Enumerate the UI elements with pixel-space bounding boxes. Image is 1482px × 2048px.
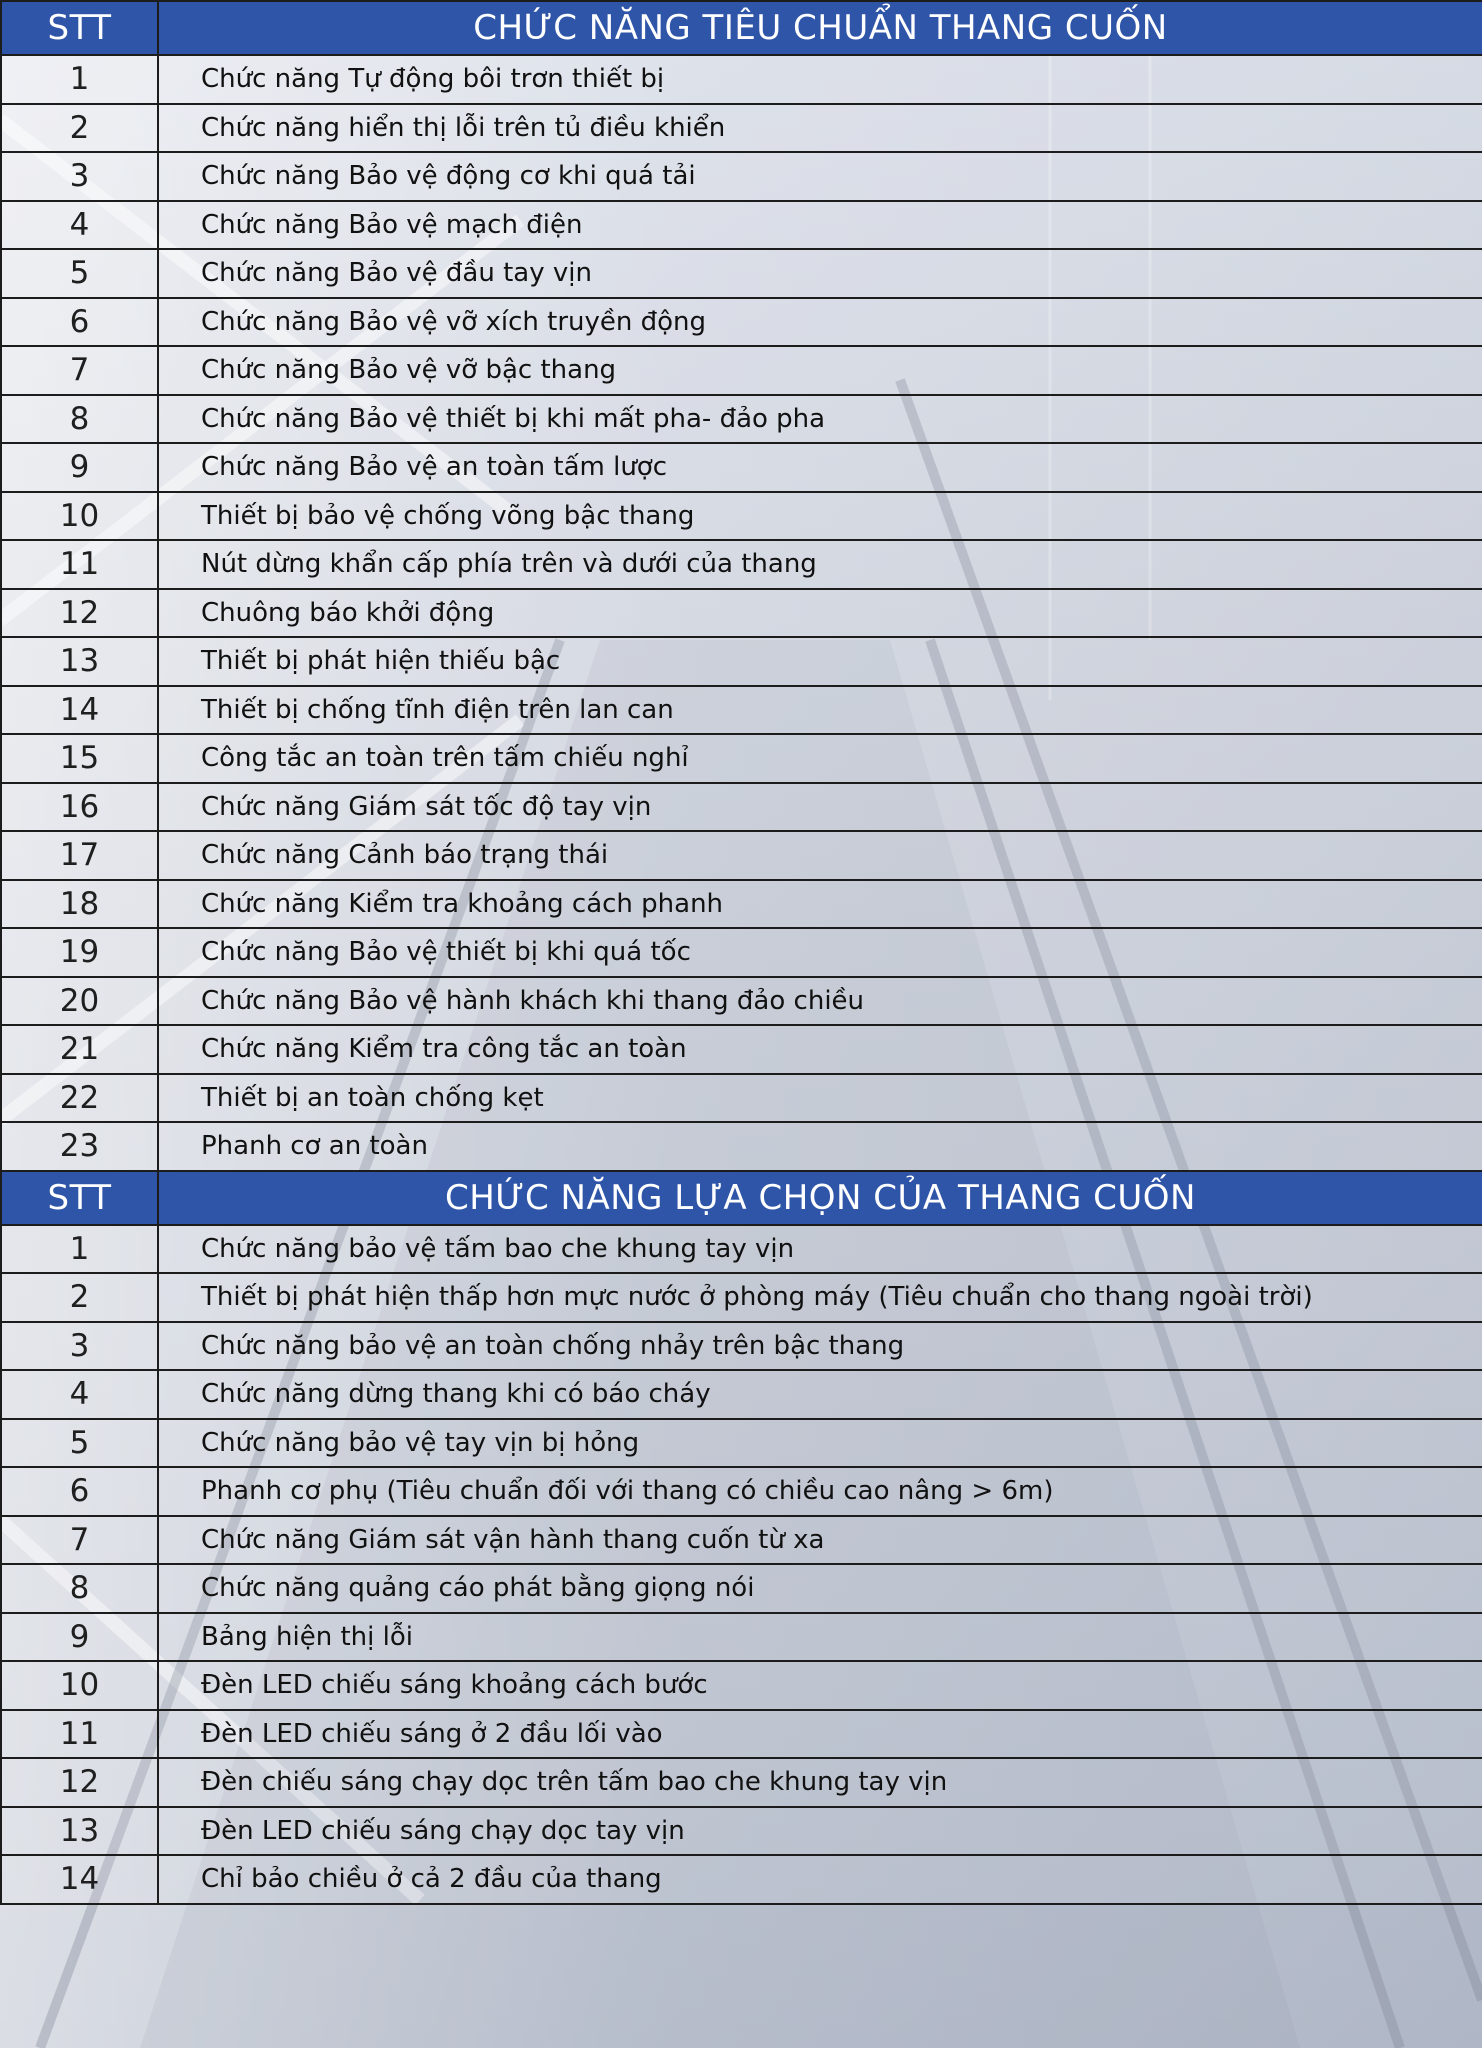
standard-function-row-number: 13	[1, 637, 158, 686]
standard-function-row-number: 19	[1, 928, 158, 977]
optional-function-row	[1, 1855, 1482, 1904]
optional-function-row-number: 1	[1, 1225, 158, 1274]
standard-function-row	[1, 395, 1482, 444]
standard-function-row	[1, 637, 1482, 686]
standard-function-row-number: 6	[1, 298, 158, 347]
optional-function-row-number: 12	[1, 1758, 158, 1807]
standard-function-row-function: Thiết bị phát hiện thiếu bậc	[158, 637, 1482, 686]
optional-function-row-function: Phanh cơ phụ (Tiêu chuẩn đối với thang có chiều cao nâng > 6m)	[158, 1467, 1482, 1516]
optional-function-row	[1, 1758, 1482, 1807]
standard-function-row	[1, 831, 1482, 880]
optional-function-row	[1, 1661, 1482, 1710]
standard-function-row-function: Nút dừng khẩn cấp phía trên và dưới của thang	[158, 540, 1482, 589]
standard-function-row-number: 1	[1, 55, 158, 104]
standard-function-row-function: Chức năng Bảo vệ vỡ bậc thang	[158, 346, 1482, 395]
optional-function-row-number: 5	[1, 1419, 158, 1468]
optional-function-row-function: Thiết bị phát hiện thấp hơn mực nước ở phòng máy (Tiêu chuẩn cho thang ngoài trời)	[158, 1273, 1482, 1322]
optional-function-row-function: Chức năng quảng cáo phát bằng giọng nói	[158, 1564, 1482, 1613]
optional-function-row-number: 2	[1, 1273, 158, 1322]
standard-function-row-number: 4	[1, 201, 158, 250]
standard-function-row-number: 10	[1, 492, 158, 541]
standard-function-row	[1, 346, 1482, 395]
standard-function-row-function: Chức năng Cảnh báo trạng thái	[158, 831, 1482, 880]
optional-function-row	[1, 1273, 1482, 1322]
standard-function-row-function: Chức năng Bảo vệ an toàn tấm lược	[158, 443, 1482, 492]
standard-function-row	[1, 540, 1482, 589]
standard-function-row-function: Thiết bị an toàn chống kẹt	[158, 1074, 1482, 1123]
optional-function-row-number: 7	[1, 1516, 158, 1565]
standard-function-row-number: 18	[1, 880, 158, 929]
optional-stt-header: STT	[1, 1171, 158, 1225]
optional-function-row-function: Chức năng Giám sát vận hành thang cuốn từ xa	[158, 1516, 1482, 1565]
optional-function-row-number: 8	[1, 1564, 158, 1613]
standard-header-row	[1, 1, 1482, 55]
standard-function-row-function: Chức năng Bảo vệ thiết bị khi mất pha- đảo pha	[158, 395, 1482, 444]
optional-function-row	[1, 1370, 1482, 1419]
standard-function-row-function: Chức năng Bảo vệ đầu tay vịn	[158, 249, 1482, 298]
standard-function-row-number: 23	[1, 1122, 158, 1171]
standard-function-row	[1, 55, 1482, 104]
optional-function-row	[1, 1322, 1482, 1371]
standard-function-row-function: Chức năng Bảo vệ động cơ khi quá tải	[158, 152, 1482, 201]
optional-function-row-number: 13	[1, 1807, 158, 1856]
standard-function-row	[1, 928, 1482, 977]
optional-function-row	[1, 1613, 1482, 1662]
standard-function-row-number: 7	[1, 346, 158, 395]
standard-function-row-function: Chức năng Kiểm tra công tắc an toàn	[158, 1025, 1482, 1074]
standard-function-row-function: Chức năng Bảo vệ hành khách khi thang đảo chiều	[158, 977, 1482, 1026]
standard-function-row-number: 9	[1, 443, 158, 492]
standard-function-row-number: 3	[1, 152, 158, 201]
standard-function-row	[1, 734, 1482, 783]
standard-function-row-number: 14	[1, 686, 158, 735]
optional-function-row-number: 4	[1, 1370, 158, 1419]
standard-function-row-number: 8	[1, 395, 158, 444]
standard-function-row-function: Chức năng hiển thị lỗi trên tủ điều khiển	[158, 104, 1482, 153]
standard-functions-section	[1, 1, 1482, 1171]
standard-function-row	[1, 492, 1482, 541]
standard-function-row-function: Chức năng Bảo vệ thiết bị khi quá tốc	[158, 928, 1482, 977]
standard-function-row-number: 11	[1, 540, 158, 589]
standard-function-row-number: 20	[1, 977, 158, 1026]
standard-function-row-function: Chức năng Bảo vệ mạch điện	[158, 201, 1482, 250]
standard-function-row-number: 2	[1, 104, 158, 153]
standard-function-row	[1, 201, 1482, 250]
standard-function-row-function: Chức năng Tự động bôi trơn thiết bị	[158, 55, 1482, 104]
standard-function-row	[1, 977, 1482, 1026]
optional-function-row-function: Chức năng bảo vệ tấm bao che khung tay vịn	[158, 1225, 1482, 1274]
standard-function-row	[1, 104, 1482, 153]
optional-function-row-function: Đèn LED chiếu sáng chạy dọc tay vịn	[158, 1807, 1482, 1856]
standard-title-header: CHỨC NĂNG TIÊU CHUẨN THANG CUỐN	[158, 1, 1482, 55]
optional-function-row	[1, 1710, 1482, 1759]
optional-function-row-function: Chỉ bảo chiều ở cả 2 đầu của thang	[158, 1855, 1482, 1904]
standard-function-row-number: 21	[1, 1025, 158, 1074]
standard-function-row-function: Chuông báo khởi động	[158, 589, 1482, 638]
optional-function-row-number: 14	[1, 1855, 158, 1904]
optional-function-row-function: Chức năng bảo vệ an toàn chống nhảy trên bậc thang	[158, 1322, 1482, 1371]
standard-function-row-function: Thiết bị chống tĩnh điện trên lan can	[158, 686, 1482, 735]
optional-function-row	[1, 1419, 1482, 1468]
standard-function-row-number: 22	[1, 1074, 158, 1123]
standard-function-row	[1, 880, 1482, 929]
optional-function-row-number: 6	[1, 1467, 158, 1516]
optional-function-row-function: Đèn LED chiếu sáng khoảng cách bước	[158, 1661, 1482, 1710]
standard-function-row	[1, 1025, 1482, 1074]
standard-stt-header: STT	[1, 1, 158, 55]
standard-function-row	[1, 249, 1482, 298]
optional-header-row	[1, 1171, 1482, 1225]
optional-function-row	[1, 1516, 1482, 1565]
standard-function-row-function: Chức năng Bảo vệ vỡ xích truyền động	[158, 298, 1482, 347]
standard-function-row	[1, 298, 1482, 347]
standard-function-row-function: Phanh cơ an toàn	[158, 1122, 1482, 1171]
standard-function-row	[1, 1122, 1482, 1171]
optional-function-row-number: 10	[1, 1661, 158, 1710]
standard-function-row	[1, 1074, 1482, 1123]
optional-function-row	[1, 1225, 1482, 1274]
optional-function-row-function: Chức năng dừng thang khi có báo cháy	[158, 1370, 1482, 1419]
optional-function-row-number: 11	[1, 1710, 158, 1759]
standard-function-row-number: 12	[1, 589, 158, 638]
standard-function-row-function: Công tắc an toàn trên tấm chiếu nghỉ	[158, 734, 1482, 783]
optional-function-row	[1, 1564, 1482, 1613]
standard-function-row	[1, 443, 1482, 492]
optional-function-row-number: 9	[1, 1613, 158, 1662]
standard-function-row-function: Thiết bị bảo vệ chống võng bậc thang	[158, 492, 1482, 541]
optional-function-row	[1, 1467, 1482, 1516]
optional-functions-section	[1, 1171, 1482, 1904]
standard-function-row-number: 16	[1, 783, 158, 832]
optional-function-row-function: Đèn chiếu sáng chạy dọc trên tấm bao che khung tay vịn	[158, 1758, 1482, 1807]
optional-function-row-function: Bảng hiện thị lỗi	[158, 1613, 1482, 1662]
standard-function-row-number: 5	[1, 249, 158, 298]
optional-function-row-function: Chức năng bảo vệ tay vịn bị hỏng	[158, 1419, 1482, 1468]
standard-function-row	[1, 783, 1482, 832]
standard-function-row	[1, 152, 1482, 201]
standard-function-row-number: 17	[1, 831, 158, 880]
standard-function-row	[1, 686, 1482, 735]
standard-function-row-function: Chức năng Kiểm tra khoảng cách phanh	[158, 880, 1482, 929]
standard-function-row	[1, 589, 1482, 638]
optional-title-header: CHỨC NĂNG LỰA CHỌN CỦA THANG CUỐN	[158, 1171, 1482, 1225]
optional-function-row-number: 3	[1, 1322, 158, 1371]
optional-function-row-function: Đèn LED chiếu sáng ở 2 đầu lối vào	[158, 1710, 1482, 1759]
standard-function-row-function: Chức năng Giám sát tốc độ tay vịn	[158, 783, 1482, 832]
optional-function-row	[1, 1807, 1482, 1856]
standard-function-row-number: 15	[1, 734, 158, 783]
